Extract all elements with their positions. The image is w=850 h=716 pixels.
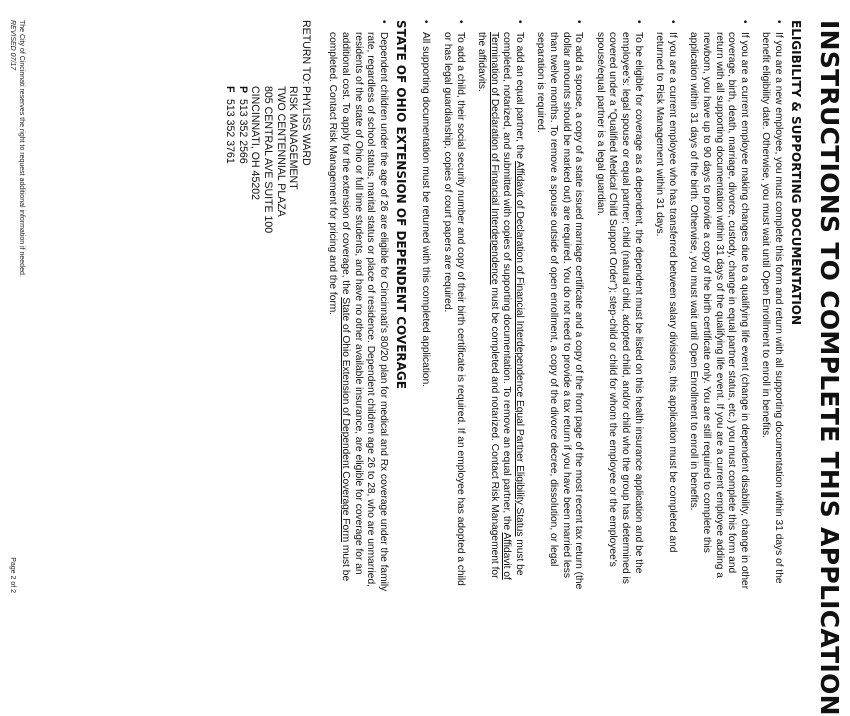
eligibility-transfer: If you are a current employee who has transferred between salary divisions, this application must be completed and returned to Risk Management within 31 days.: [654, 32, 678, 553]
eligibility-new-employee: If you are a new employee, you must complete this form and return with all supporting documentation within 31 days of the benefit eligibility date. Otherwise, you must wait until Open Enrollment to enroll in benefits.: [760, 32, 784, 584]
list-item: • To add a spouse, a copy of a state issued marriage certificate and a copy of the front page of the most recent tax return (the dollar amounts should be marked out) are required. You do not need to provide a tax return if you have been married less than twelve months. To remove a spouse outside of open enrollment, a copy of the divorce decree, dissolution, or legal separation is required.: [535, 20, 585, 590]
page-footer: [8, 20, 26, 593]
eligibility-life-event: If you are a current employee making changes due to a qualifying life event (change in dependent disability, change in other coverage, birth, death, marriage, divorce, custody, change in equal partner status, etc.) you must complete this form and return with all supporting documentation within 31 days of the qualifying life event. If you are a current employee adding a newborn, you have up to 90 days to provide a copy of the birth certificate only. You are still required to complete this application within 31 days of the birth. Otherwise, you must wait until Open Enrollment to enroll in benefits.: [688, 32, 750, 590]
return-label: RETURN TO:: [299, 20, 312, 85]
fax-number: 513 352 3761: [224, 98, 237, 164]
extension-form-link: State of Ohio Extension of Dependent Coverage Form: [339, 297, 351, 543]
page-title: INSTRUCTIONS TO COMPLETE THIS APPLICATION: [815, 20, 844, 716]
address-line: TWO CENTENNIAL PLAZA: [274, 86, 287, 217]
eligibility-dependent: To be eligible for coverage as a dependent, the dependent must be listed on this health insurance application and be the employee's: legal spouse or equal partner; child (natural child, adopted child, and/or child who the group has determined is covered under a “Qualified Medical Child Support Order”); step-child or child for whom the employee or the employee's spouse/equal partner is a legal guardian.: [594, 32, 644, 584]
affidavit-declaration-link: Affidavit of Declaration of Financial Interdependence Equal Partner Eligibility Status: [513, 161, 525, 537]
extension-heading: STATE OF OHIO EXTENSION OF DEPENDENT COVERAGE: [393, 20, 408, 389]
list-item: • All supporting documentation must be returned with this completed application.: [420, 20, 432, 388]
eligibility-child: To add a child, their social security number and copy of their birth certificate is required. If an employee has adopted a child or has legal guardianship, copies of court papers are required.: [441, 32, 466, 586]
return-address: [224, 86, 312, 233]
extension-text-2: must be completed. Contact Risk Management for pricing and the form.: [327, 32, 351, 582]
footer-note: The City of Cincinnati reserves the right to request additional information if needed.: [18, 20, 25, 277]
eligibility-heading: ELIGIBILITY & SUPPORTING DOCUMENTATION: [789, 20, 803, 326]
fax-label: F: [224, 86, 237, 93]
eligibility-equal-partner-text-3: must be completed and notarized. Contact Risk Management for the affidavits.: [476, 32, 500, 579]
eligibility-spouse: To add a spouse, a copy of a state issued marriage certificate and a copy of the front page of the most recent tax return (the dollar amounts should be marked out) are required. You do not need to provide a tax return if you have been married less than twelve months. To remove a spouse outside of open enrollment, a copy of the divorce decree, dissolution, or legal separation is required.: [535, 32, 585, 590]
extension-list: [326, 20, 389, 593]
address-line: 805 CENTRAL AVE SUITE 100: [262, 86, 274, 234]
return-address-block: [224, 20, 312, 593]
phone-number: 513 352 2566: [236, 98, 249, 164]
eligibility-equal-partner-text: To add an equal partner, the: [513, 32, 525, 162]
list-item: • If you are a current employee who has transferred between salary divisions, this application must be completed and returned to Risk Management within 31 days.: [654, 20, 678, 553]
eligibility-documentation: All supporting documentation must be returned with this completed application.: [420, 32, 432, 388]
list-item: • Dependent children under the age of 26 are eligible for Cincinnati's 80/20 plan for medical and Rx coverage under the family rate, regardless of school status, marital status or place of residence. Dependent children age 26 to 28, who are unmarried, residents of the state of Ohio or full time students, and have no other available insurance, are eligible for coverage for an additional cost. To apply for the extension of coverage, the State of Ohio Extension of Dependent Coverage Form must be completed. Contact Risk Management for pricing and the form.: [327, 20, 389, 592]
revision-date: REVISED 07/17: [9, 20, 16, 71]
list-item: • To add an equal partner, the Affidavit of Declaration of Financial Interdependence Equal Partner Eligibility Status must be completed, notarized, and submitted with copies of supporting documentation. To remove an equal partner, the Affidavit of Termination of Declaration of Financial Interdependence must be completed and notarized. Contact Risk Management for the affidavits.: [476, 20, 525, 580]
list-item: • To add a child, their social security number and copy of their birth certificate is required. If an employee has adopted a child or has legal guardianship, copies of court papers are required.: [441, 20, 466, 586]
address-line: RISK MANAGEMENT: [287, 86, 300, 190]
affidavit-termination-link: Affidavit of Termination of Declaration of Financial Interdependence: [488, 32, 513, 580]
list-item: • If you are a new employee, you must complete this form and return with all supporting documentation within 31 days of the benefit eligibility date. Otherwise, you must wait until Open Enrollment to enroll in benefits.: [760, 20, 784, 584]
extension-text: Dependent children under the age of 26 are eligible for Cincinnati's 80/20 plan for medical and Rx coverage under the family rate, regardless of school status, marital status or place of residence. Dependent children age 26 to 28, who are unmarried, residents of the state of Ohio or full time students, and have no other available insurance, are eligible for coverage for an additional cost. To apply for the extension of coverage, the: [339, 32, 389, 592]
list-item: • To be eligible for coverage as a dependent, the dependent must be listed on this health insurance application and be the employee's: legal spouse or equal partner; child (natural child, adopted child, and/or child who the group has determined is covered under a “Qualified Medical Child Support Order”); step-child or child for whom the employee or the employee's spouse/equal partner is a legal guardian.: [594, 20, 644, 584]
page-number: Page 2 of 2: [9, 557, 16, 593]
list-item: • If you are a current employee making changes due to a qualifying life event (change in dependent disability, change in other coverage, birth, death, marriage, divorce, custody, change in equal partner status, etc.) you must complete this form and return with all supporting documentation within 31 days of the qualifying life event. If you are a current employee adding a newborn, you have up to 90 days to provide a copy of the birth certificate only. You are still required to complete this application within 31 days of the birth. Otherwise, you must wait until Open Enrollment to enroll in benefits.: [688, 20, 750, 590]
eligibility-list: [419, 20, 784, 593]
address-line: CINCINNATI, OH 45202: [249, 86, 262, 201]
fax-line: [224, 86, 237, 233]
address-line: PHYLISS WARD: [299, 86, 312, 166]
phone-line: [236, 86, 249, 233]
phone-label: P: [236, 86, 249, 94]
eligibility-equal-partner-text-2: must be completed, notarized, and submitted with copies of supporting documentation. To remove an equal partner, the: [501, 32, 525, 576]
